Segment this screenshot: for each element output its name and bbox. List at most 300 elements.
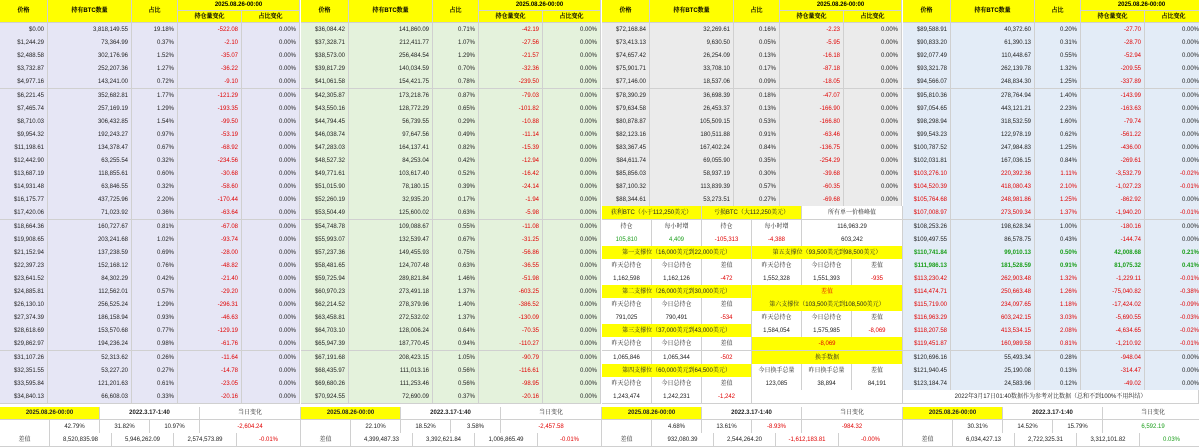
pct-cell[interactable]: 0.18% <box>734 89 780 103</box>
holdings-cell[interactable]: 256,525.24 <box>48 298 132 312</box>
pct-cell[interactable]: 0.81% <box>132 220 178 234</box>
holding-change-cell[interactable]: -17,424.02 <box>1081 298 1145 312</box>
holdings-cell[interactable]: 84,253.04 <box>349 154 433 168</box>
pct-change-cell[interactable]: 0.00% <box>242 62 300 76</box>
pct-change-cell[interactable]: 0.00% <box>1145 377 1199 391</box>
diff-label[interactable]: 差值 <box>702 259 752 273</box>
pct-change-cell[interactable]: 0.00% <box>543 206 601 220</box>
pct-cell[interactable]: 1.26% <box>1035 285 1081 299</box>
holdings-cell[interactable]: 32,935.20 <box>349 193 433 207</box>
pct-cell[interactable]: 1.60% <box>1035 115 1081 129</box>
pct-cell[interactable]: 3.03% <box>1035 311 1081 325</box>
pct-cell[interactable]: 0.56% <box>433 377 479 391</box>
price-cell[interactable]: $100,787.52 <box>903 141 951 155</box>
holdings-cell[interactable]: 256,484.54 <box>349 49 433 63</box>
holding-change-cell[interactable]: -144.74 <box>1081 233 1145 247</box>
holdings-cell[interactable]: 134,378.47 <box>48 141 132 155</box>
pct-cell[interactable]: 0.98% <box>132 337 178 351</box>
holdings-cell[interactable]: 113,839.39 <box>650 180 734 194</box>
pct-cell[interactable]: 2.10% <box>1035 180 1081 194</box>
pct-cell[interactable]: 1.37% <box>433 285 479 299</box>
holdings-cell[interactable]: 61,390.13 <box>951 36 1035 50</box>
s6-diff[interactable]: -8,069 <box>852 324 903 338</box>
price-cell[interactable]: $55,993.07 <box>301 233 349 247</box>
pct-change-cell[interactable]: 0.00% <box>543 36 601 50</box>
holdings-cell[interactable]: 153,570.68 <box>48 324 132 338</box>
pct-change-cell[interactable]: 0.00% <box>543 390 601 404</box>
price-cell[interactable]: $49,771.61 <box>301 167 349 181</box>
pct-change-cell[interactable]: 0.00% <box>543 285 601 299</box>
yesterday-total-label-4[interactable]: 昨天总持仓 <box>752 311 802 325</box>
holdings-cell[interactable]: 603,242.15 <box>951 311 1035 325</box>
footer-pct-1[interactable]: 22.10% <box>351 420 401 434</box>
yesterday-total-label-5[interactable]: 昨天总持仓 <box>602 337 652 351</box>
support-5[interactable]: 第五支撑位（93,500美元到98,500美元） <box>752 246 903 260</box>
holding-change-cell[interactable]: -11.14 <box>479 128 543 142</box>
price-cell[interactable]: $107,008.97 <box>903 206 951 220</box>
holding-change-cell[interactable]: -1,229.11 <box>1081 272 1145 286</box>
price-cell[interactable]: $42,305.87 <box>301 89 349 103</box>
price-cell[interactable]: $29,862.97 <box>0 337 48 351</box>
support-6[interactable]: 第六支撑位（103,500美元到108,500美元） <box>752 298 903 312</box>
support-3[interactable]: 第三支撑位（37,000美元到43,000美元） <box>602 324 752 338</box>
holdings-cell[interactable]: 234,097.65 <box>951 298 1035 312</box>
footer-value-2[interactable]: 2,544,264.20 <box>714 433 776 447</box>
pct-cell[interactable]: 0.84% <box>1035 154 1081 168</box>
holding-change-cell[interactable]: -87.18 <box>780 62 844 76</box>
s4-yesterday[interactable]: 1,243,474 <box>602 390 652 404</box>
holdings-cell[interactable]: 250,663.48 <box>951 285 1035 299</box>
price-cell[interactable]: $79,634.58 <box>602 102 650 116</box>
pct-change-cell[interactable]: -0.01% <box>1145 337 1199 351</box>
price-cell[interactable]: $32,351.55 <box>0 364 48 378</box>
holding-change-cell[interactable]: -69.68 <box>780 193 844 207</box>
pct-change-cell[interactable]: 0.00% <box>242 233 300 247</box>
price-cell[interactable]: $37,328.71 <box>301 36 349 50</box>
turnover-header[interactable]: 换手数据 <box>752 351 903 365</box>
holdings-cell[interactable]: 289,821.84 <box>349 272 433 286</box>
pct-cell[interactable]: 0.72% <box>132 75 178 89</box>
yesterday-total-label-6[interactable]: 昨天总持仓 <box>602 377 652 391</box>
holding-change-cell[interactable]: -60.35 <box>780 180 844 194</box>
hourly-label[interactable]: 每小时增 <box>652 220 702 234</box>
holdings-cell[interactable]: 9,630.50 <box>650 36 734 50</box>
pct-change-cell[interactable]: 0.00% <box>543 75 601 89</box>
pct-cell[interactable]: 0.61% <box>132 377 178 391</box>
header-holding-change[interactable]: 持仓量变化 <box>178 11 242 23</box>
pct-cell[interactable]: 0.17% <box>734 62 780 76</box>
holding-change-cell[interactable]: -170.44 <box>178 193 242 207</box>
pct-change-cell[interactable]: 0.00% <box>242 298 300 312</box>
header-pct[interactable]: 占比 <box>132 0 178 23</box>
holding-change-cell[interactable]: -39.68 <box>780 167 844 181</box>
holding-change-cell[interactable]: -70.35 <box>479 324 543 338</box>
holding-change-cell[interactable]: -5.98 <box>479 206 543 220</box>
price-cell[interactable]: $88,344.61 <box>602 193 650 207</box>
holdings-cell[interactable]: 52,313.62 <box>48 351 132 365</box>
price-cell[interactable]: $82,123.16 <box>602 128 650 142</box>
holding-change-cell[interactable]: -314.47 <box>1081 364 1145 378</box>
pct-cell[interactable]: 0.55% <box>433 220 479 234</box>
turnover-diff[interactable]: 84,191 <box>852 377 903 391</box>
pct-change-cell[interactable]: 0.00% <box>844 115 902 129</box>
pct-cell[interactable]: 0.33% <box>132 390 178 404</box>
today-total-label[interactable]: 今日总持仓 <box>652 259 702 273</box>
price-cell[interactable]: $92,077.49 <box>903 49 951 63</box>
holdings-cell[interactable]: 3,818,149.55 <box>48 23 132 37</box>
today-total-label-6[interactable]: 今日总持仓 <box>652 377 702 391</box>
holding-change-cell[interactable]: -136.75 <box>780 141 844 155</box>
price-cell[interactable]: $80,878.87 <box>602 115 650 129</box>
pct-cell[interactable]: 2.20% <box>132 193 178 207</box>
reference-note[interactable]: 2022年3月17日01:40数据作为参考对比数据（总和不到100%不用纠结） <box>903 390 1199 404</box>
footer-value-3[interactable]: -1,612,183.81 <box>776 433 839 447</box>
holding-change-cell[interactable]: -180.16 <box>1081 220 1145 234</box>
pct-cell[interactable]: 0.20% <box>1035 23 1081 37</box>
price-cell[interactable]: $6,221.45 <box>0 89 48 103</box>
footer-pct-3[interactable]: 3.58% <box>451 420 501 434</box>
pct-change-cell[interactable]: 0.00% <box>242 193 300 207</box>
footer-date[interactable]: 2025.08.26-00:00 <box>602 407 702 420</box>
footer-pct-2[interactable]: 31.82% <box>100 420 150 434</box>
today-total-label-3[interactable]: 今日总持仓 <box>652 298 702 312</box>
holding-change-cell[interactable]: -63.64 <box>178 206 242 220</box>
support-4[interactable]: 第四支撑位（60,000美元到64,500美元） <box>602 364 752 378</box>
holding-change-cell[interactable]: -67.08 <box>178 220 242 234</box>
holding-change-cell[interactable]: -15.39 <box>479 141 543 155</box>
pct-change-cell[interactable]: 0.00% <box>242 23 300 37</box>
price-cell[interactable]: $99,543.23 <box>903 128 951 142</box>
header-holdings[interactable]: 持有BTC数量 <box>48 0 132 23</box>
price-cell[interactable]: $59,725.94 <box>301 272 349 286</box>
pct-change-cell[interactable]: 0.00% <box>242 246 300 260</box>
holding-change-cell[interactable]: -56.86 <box>479 246 543 260</box>
holdings-cell[interactable]: 53,227.20 <box>48 364 132 378</box>
holding-change-cell[interactable]: -63.46 <box>780 128 844 142</box>
pct-change-cell[interactable]: 0.00% <box>1145 220 1199 234</box>
pct-cell[interactable]: 0.91% <box>734 128 780 142</box>
holding-change-cell[interactable]: -5,690.55 <box>1081 311 1145 325</box>
pct-change-cell[interactable]: 0.00% <box>543 311 601 325</box>
price-cell[interactable]: $53,504.49 <box>301 206 349 220</box>
holding-change-cell[interactable]: -35.07 <box>178 49 242 63</box>
diff-label-6[interactable]: 差值 <box>702 377 752 391</box>
pct-change-cell[interactable]: 0.00% <box>242 141 300 155</box>
pct-cell[interactable]: 1.46% <box>433 272 479 286</box>
peak-price[interactable]: 116,963.29 <box>802 220 903 234</box>
price-cell[interactable]: $78,390.29 <box>602 89 650 103</box>
header-price[interactable]: 价格 <box>0 0 48 23</box>
holding-change-cell[interactable]: -51.98 <box>479 272 543 286</box>
footer-empty[interactable] <box>602 420 652 434</box>
footer-pct-1[interactable]: 42.79% <box>50 420 100 434</box>
footer-value-4[interactable]: -0.01% <box>237 433 301 447</box>
pct-change-cell[interactable]: 0.00% <box>1145 102 1199 116</box>
price-cell[interactable]: $48,527.32 <box>301 154 349 168</box>
footer-today-change[interactable]: 当日变化 <box>802 407 903 420</box>
price-cell[interactable]: $46,038.74 <box>301 128 349 142</box>
holding-change-cell[interactable]: -68.92 <box>178 141 242 155</box>
pct-cell[interactable]: 0.32% <box>132 180 178 194</box>
price-cell[interactable]: $62,214.52 <box>301 298 349 312</box>
pct-cell[interactable]: 0.13% <box>734 102 780 116</box>
price-cell[interactable]: $104,520.39 <box>903 180 951 194</box>
header-date[interactable]: 2025.08.26-00:00 <box>1081 0 1199 11</box>
holding-change-cell[interactable]: -36.55 <box>479 259 543 273</box>
pct-change-cell[interactable]: 0.00% <box>1145 36 1199 50</box>
peak-total[interactable]: 603,242 <box>802 233 903 247</box>
holdings-cell[interactable]: 56,739.55 <box>349 115 433 129</box>
holdings-cell[interactable]: 192,243.27 <box>48 128 132 142</box>
price-cell[interactable]: $115,719.00 <box>903 298 951 312</box>
pct-change-cell[interactable]: -0.02% <box>1145 167 1199 181</box>
holding-change-cell[interactable]: -110.27 <box>479 337 543 351</box>
holdings-cell[interactable]: 125,600.02 <box>349 206 433 220</box>
s6-yesterday[interactable]: 1,584,054 <box>752 324 802 338</box>
holding-change-cell[interactable]: -47.07 <box>780 89 844 103</box>
pct-change-cell[interactable]: 0.00% <box>543 193 601 207</box>
yesterday-turnover-label[interactable]: 昨日换手总量 <box>802 364 852 378</box>
price-cell[interactable]: $52,260.19 <box>301 193 349 207</box>
holding-change-cell[interactable]: -209.55 <box>1081 62 1145 76</box>
pct-cell[interactable]: 0.91% <box>1035 259 1081 273</box>
holding-change-cell[interactable]: -24.14 <box>479 180 543 194</box>
holdings-cell[interactable]: 212,411.77 <box>349 36 433 50</box>
footer-diff-label[interactable]: 差值 <box>301 433 351 447</box>
pct-change-cell[interactable]: 0.00% <box>242 377 300 391</box>
price-cell[interactable]: $98,298.94 <box>903 115 951 129</box>
header-price[interactable]: 价格 <box>602 0 650 23</box>
holdings-cell[interactable]: 26,254.09 <box>650 49 734 63</box>
price-cell[interactable]: $34,840.13 <box>0 390 48 404</box>
pct-cell[interactable]: 0.81% <box>1035 337 1081 351</box>
pct-change-cell[interactable]: -0.02% <box>1145 324 1199 338</box>
pct-cell[interactable]: 1.25% <box>1035 75 1081 89</box>
header-holdings[interactable]: 持有BTC数量 <box>349 0 433 23</box>
footer-today-change[interactable]: 当日变化 <box>1103 407 1199 420</box>
footer-empty[interactable] <box>301 420 351 434</box>
footer-value-2[interactable]: 3,392,621.84 <box>413 433 475 447</box>
pct-cell[interactable]: 1.25% <box>1035 141 1081 155</box>
pct-change-cell[interactable]: 0.00% <box>242 128 300 142</box>
holdings-cell[interactable]: 99,010.13 <box>951 246 1035 260</box>
diff-label-3[interactable]: 差值 <box>702 298 752 312</box>
hourly-label-2[interactable]: 每小时增 <box>752 220 802 234</box>
s4-diff[interactable]: -1,242 <box>702 390 752 404</box>
pct-cell[interactable]: 0.37% <box>433 390 479 404</box>
holding-change-cell[interactable]: -18.05 <box>780 75 844 89</box>
s2-yesterday[interactable]: 791,025 <box>602 311 652 325</box>
holdings-cell[interactable]: 36,698.39 <box>650 89 734 103</box>
diff-label-2[interactable]: 差值 <box>852 259 903 273</box>
pct-change-cell[interactable]: 0.00% <box>543 180 601 194</box>
pct-change-cell[interactable]: 0.00% <box>844 102 902 116</box>
pct-cell[interactable]: 0.67% <box>433 233 479 247</box>
holdings-cell[interactable]: 318,532.59 <box>951 115 1035 129</box>
s6-today[interactable]: 1,575,985 <box>802 324 852 338</box>
pct-cell[interactable]: 1.11% <box>1035 167 1081 181</box>
holdings-cell[interactable]: 352,682.81 <box>48 89 132 103</box>
pct-cell[interactable]: 1.18% <box>1035 298 1081 312</box>
price-cell[interactable]: $120,696.16 <box>903 351 951 365</box>
holding-change-cell[interactable]: -79.03 <box>479 89 543 103</box>
pct-change-cell[interactable]: 0.00% <box>242 102 300 116</box>
price-cell[interactable]: $58,481.65 <box>301 259 349 273</box>
pct-cell[interactable]: 0.97% <box>132 128 178 142</box>
pct-change-cell[interactable]: 0.00% <box>242 75 300 89</box>
holding-change-cell[interactable]: -862.92 <box>1081 193 1145 207</box>
holding-change-cell[interactable]: -2.10 <box>178 36 242 50</box>
pct-cell[interactable]: 0.12% <box>1035 377 1081 391</box>
holdings-cell[interactable]: 63,255.54 <box>48 154 132 168</box>
footer-pct-3[interactable]: 15.79% <box>1053 420 1103 434</box>
header-date[interactable]: 2025.08.26-00:00 <box>178 0 300 11</box>
pct-change-cell[interactable]: 0.00% <box>844 36 902 50</box>
holdings-cell[interactable]: 272,532.02 <box>349 311 433 325</box>
holdings-cell[interactable]: 173,218.76 <box>349 89 433 103</box>
pct-change-cell[interactable]: 0.00% <box>1145 364 1199 378</box>
price-cell[interactable]: $83,367.45 <box>602 141 650 155</box>
price-cell[interactable]: $102,031.81 <box>903 154 951 168</box>
pct-change-cell[interactable]: 0.00% <box>543 220 601 234</box>
pct-change-cell[interactable]: 0.00% <box>543 128 601 142</box>
pct-cell[interactable]: 1.27% <box>132 62 178 76</box>
price-cell[interactable]: $97,054.65 <box>903 102 951 116</box>
pct-cell[interactable]: 0.49% <box>433 128 479 142</box>
holdings-cell[interactable]: 180,511.88 <box>650 128 734 142</box>
holdings-cell[interactable]: 186,158.94 <box>48 311 132 325</box>
pct-cell[interactable]: 0.56% <box>433 364 479 378</box>
pct-cell[interactable]: 1.37% <box>1035 206 1081 220</box>
pct-cell[interactable]: 0.57% <box>132 285 178 299</box>
holdings-cell[interactable]: 33,708.10 <box>650 62 734 76</box>
holding-change-cell[interactable]: -32.36 <box>479 62 543 76</box>
pct-cell[interactable]: 0.70% <box>433 62 479 76</box>
holding-change-cell[interactable]: -5.95 <box>780 36 844 50</box>
header-pct-change[interactable]: 占比变化 <box>1145 11 1199 23</box>
pct-change-cell[interactable]: 0.00% <box>543 62 601 76</box>
holding-change-cell[interactable]: -93.74 <box>178 233 242 247</box>
price-cell[interactable]: $36,084.42 <box>301 23 349 37</box>
holdings-cell[interactable]: 78,180.15 <box>349 180 433 194</box>
pct-cell[interactable]: 0.27% <box>132 364 178 378</box>
hold-label[interactable]: 持仓 <box>602 220 652 234</box>
holding-change-cell[interactable]: -27.56 <box>479 36 543 50</box>
holdings-cell[interactable]: 187,770.45 <box>349 337 433 351</box>
pct-change-cell[interactable]: 0.00% <box>242 351 300 365</box>
pct-change-cell[interactable]: 0.00% <box>543 272 601 286</box>
header-holdings[interactable]: 持有BTC数量 <box>650 0 734 23</box>
pct-cell[interactable]: 0.35% <box>734 154 780 168</box>
holding-change-cell[interactable]: -296.31 <box>178 298 242 312</box>
price-cell[interactable]: $94,566.07 <box>903 75 951 89</box>
diff-label-5[interactable]: 差值 <box>702 337 752 351</box>
pct-change-cell[interactable]: 0.21% <box>1145 246 1199 260</box>
price-cell[interactable]: $65,947.39 <box>301 337 349 351</box>
today-total-label-2[interactable]: 今日总持仓 <box>802 259 852 273</box>
s2-diff[interactable]: -534 <box>702 311 752 325</box>
holdings-cell[interactable]: 278,764.94 <box>951 89 1035 103</box>
s5-today[interactable]: 1,551,393 <box>802 272 852 286</box>
pct-cell[interactable]: 0.32% <box>132 154 178 168</box>
holding-change-cell[interactable]: -948.04 <box>1081 351 1145 365</box>
pct-cell[interactable]: 0.27% <box>734 193 780 207</box>
pct-cell[interactable]: 1.32% <box>1035 62 1081 76</box>
pct-change-cell[interactable]: 0.00% <box>543 377 601 391</box>
price-cell[interactable]: $2,488.58 <box>0 49 48 63</box>
price-cell[interactable]: $14,931.48 <box>0 180 48 194</box>
footer-change[interactable]: 6,592.19 <box>1103 420 1199 434</box>
holdings-cell[interactable]: 128,772.29 <box>349 102 433 116</box>
profit-hold[interactable]: 105,810 <box>602 233 652 247</box>
holdings-cell[interactable]: 273,491.18 <box>349 285 433 299</box>
pct-change-cell[interactable]: 0.00% <box>844 89 902 103</box>
pct-cell[interactable]: 0.28% <box>1035 351 1081 365</box>
profit-label[interactable]: 获利BTC（小于112,250美元） <box>602 206 702 220</box>
pct-change-cell[interactable]: 0.00% <box>242 390 300 404</box>
holding-change-cell[interactable]: -522.08 <box>178 23 242 37</box>
holdings-cell[interactable]: 262,139.78 <box>951 62 1035 76</box>
holding-change-cell[interactable]: -10.88 <box>479 115 543 129</box>
footer-today-change[interactable]: 当日变化 <box>200 407 301 420</box>
pct-cell[interactable]: 19.18% <box>132 23 178 37</box>
pct-cell[interactable]: 0.39% <box>433 180 479 194</box>
pct-cell[interactable]: 0.76% <box>132 259 178 273</box>
holdings-cell[interactable]: 55,493.34 <box>951 351 1035 365</box>
footer-value-1[interactable]: 4,399,487.33 <box>351 433 413 447</box>
pct-change-cell[interactable]: 0.00% <box>1145 128 1199 142</box>
holding-change-cell[interactable]: -234.56 <box>178 154 242 168</box>
footer-date-ref[interactable]: 2022.3.17-1:40 <box>100 407 200 420</box>
s5-yesterday[interactable]: 1,552,328 <box>752 272 802 286</box>
header-holding-change[interactable]: 持仓量变化 <box>780 11 844 23</box>
turnover-today[interactable]: 123,085 <box>752 377 802 391</box>
holding-change-cell[interactable]: -3,532.79 <box>1081 167 1145 181</box>
s5-diff-header[interactable]: 差值 <box>752 285 903 299</box>
pct-change-cell[interactable]: 0.00% <box>844 49 902 63</box>
holding-change-cell[interactable]: -386.52 <box>479 298 543 312</box>
pct-cell[interactable]: 2.08% <box>1035 324 1081 338</box>
pct-cell[interactable]: 2.23% <box>1035 102 1081 116</box>
pct-cell[interactable]: 0.36% <box>132 206 178 220</box>
pct-cell[interactable]: 1.40% <box>1035 89 1081 103</box>
footer-value-1[interactable]: 6,034,427.13 <box>953 433 1015 447</box>
footer-value-4[interactable]: 0.03% <box>1140 433 1199 447</box>
price-cell[interactable]: $21,152.94 <box>0 246 48 260</box>
holdings-cell[interactable]: 273,509.34 <box>951 206 1035 220</box>
price-cell[interactable]: $72,168.84 <box>602 23 650 37</box>
pct-change-cell[interactable]: 0.00% <box>844 62 902 76</box>
pct-change-cell[interactable]: -0.03% <box>1145 311 1199 325</box>
pct-cell[interactable]: 0.42% <box>132 272 178 286</box>
holdings-cell[interactable]: 262,903.48 <box>951 272 1035 286</box>
price-cell[interactable]: $23,641.52 <box>0 272 48 286</box>
today-total-label-4[interactable]: 今日总持仓 <box>802 311 852 325</box>
holdings-cell[interactable]: 203,241.68 <box>48 233 132 247</box>
holdings-cell[interactable]: 278,379.96 <box>349 298 433 312</box>
pct-change-cell[interactable]: 0.00% <box>242 36 300 50</box>
holding-change-cell[interactable]: -1,027.23 <box>1081 180 1145 194</box>
pct-cell[interactable]: 0.30% <box>734 167 780 181</box>
holding-change-cell[interactable]: -49.02 <box>1081 377 1145 391</box>
support-2[interactable]: 第二支撑位（26,000美元到30,000美元） <box>602 285 752 299</box>
holdings-cell[interactable]: 132,539.47 <box>349 233 433 247</box>
holding-change-cell[interactable]: -121.29 <box>178 89 242 103</box>
pct-change-cell[interactable]: 0.00% <box>242 324 300 338</box>
pct-change-cell[interactable]: 0.00% <box>844 193 902 207</box>
s1-today[interactable]: 1,162,126 <box>652 272 702 286</box>
hold-label-2[interactable]: 持仓 <box>702 220 752 234</box>
